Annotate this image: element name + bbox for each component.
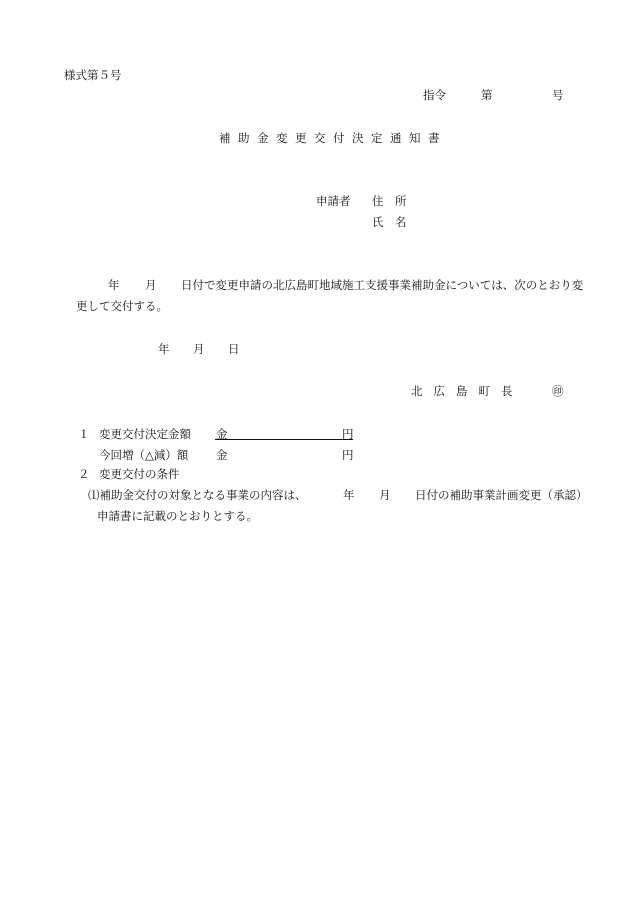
item1-kin: 金 (216, 427, 228, 441)
item1-number: １ (78, 427, 90, 441)
directive-go: 号 (552, 88, 564, 102)
item1-sub-yen: 円 (342, 448, 354, 462)
item1-yen: 円 (342, 427, 354, 441)
date-year: 年 (158, 342, 170, 356)
body-line1: 日付で変更申請の北広島町地域施工支援事業補助金については、次のとおり変 (181, 278, 584, 292)
item1-label: 変更交付決定金額 (99, 427, 191, 441)
date-month: 月 (193, 342, 205, 356)
condition1-text-b: 日付の補助事業計画変更（承認） (415, 488, 588, 502)
body-line2: 更して交付する。 (76, 299, 168, 313)
item1-sub-kin: 金 (216, 448, 228, 462)
date-day: 日 (228, 342, 240, 356)
body-month: 月 (145, 278, 157, 292)
name-label: 氏 名 (372, 215, 407, 229)
condition1-month: 月 (379, 488, 391, 502)
amount-underline (215, 439, 353, 440)
condition1-year: 年 (343, 488, 355, 502)
condition1-text: ⑴補助金交付の対象となる事業の内容は、 (88, 488, 307, 502)
item2-number: ２ (78, 467, 90, 481)
address-label: 住 所 (372, 194, 407, 208)
form-number: 様式第５号 (64, 68, 122, 82)
mayor-title: 北広島町長 (411, 384, 524, 398)
directive-dai: 第 (481, 88, 493, 102)
applicant-label: 申請者 (316, 194, 351, 208)
seal-mark: ㊞ (552, 384, 564, 398)
body-year: 年 (108, 278, 120, 292)
condition1-text-c: 申請書に記載のとおりとする。 (97, 509, 258, 523)
item2-label: 変更交付の条件 (99, 467, 180, 481)
page-title: 補助金変更交付決定通知書 (219, 131, 447, 145)
directive-prefix: 指令 (423, 88, 446, 102)
item1-sub-label: 今回増（△減）額 (99, 448, 189, 462)
